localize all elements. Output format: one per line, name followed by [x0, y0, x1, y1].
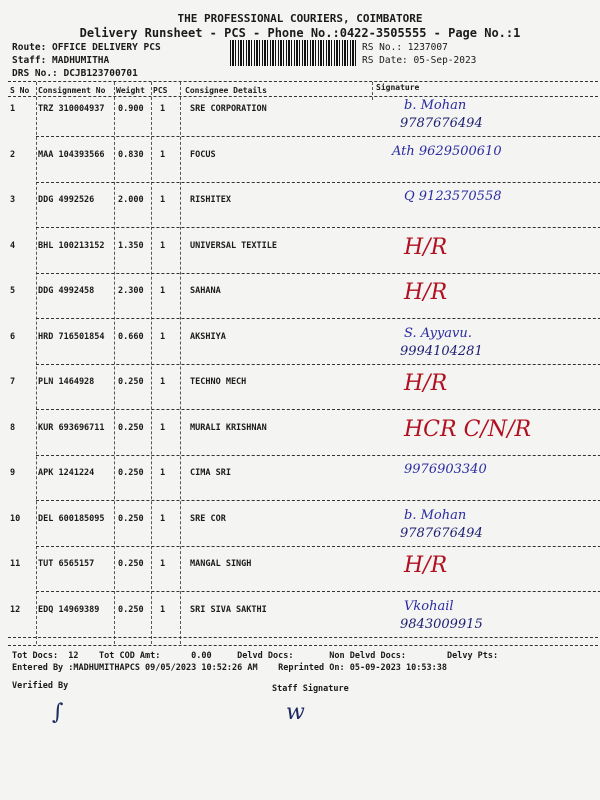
row-divider — [36, 500, 600, 501]
row-signature-phone: 9843009915 — [400, 617, 483, 632]
row-consignee: RISHITEX — [190, 195, 231, 205]
row-sno: 9 — [10, 468, 16, 478]
row-signature-handwriting: H/R — [404, 235, 448, 260]
row-signature-phone: 9787676494 — [400, 526, 483, 541]
rs-date: RS Date: 05-Sep-2023 — [362, 55, 477, 66]
row-consignee: FOCUS — [190, 150, 216, 160]
col-divider — [372, 82, 373, 100]
row-sno: 5 — [10, 286, 16, 296]
row-divider — [36, 364, 600, 365]
staff-signature-scribble: w — [286, 700, 305, 725]
row-sno: 4 — [10, 241, 16, 251]
row-weight: 0.830 — [118, 150, 144, 160]
row-signature-handwriting: Q 9123570558 — [404, 189, 502, 204]
row-pcs: 1 — [160, 423, 166, 433]
row-divider — [36, 182, 600, 183]
row-pcs: 1 — [160, 605, 166, 615]
row-divider — [36, 409, 600, 410]
row-sno: 7 — [10, 377, 16, 387]
row-signature-handwriting: S. Ayyavu. — [404, 326, 472, 341]
row-divider — [36, 227, 600, 228]
barcode — [230, 40, 358, 66]
row-signature-handwriting: b. Mohan — [404, 98, 467, 113]
row-divider — [8, 637, 598, 638]
row-sno: 6 — [10, 332, 16, 342]
row-pcs: 1 — [160, 332, 166, 342]
row-weight: 2.300 — [118, 286, 144, 296]
runsheet-subtitle: Delivery Runsheet - PCS - Phone No.:0422-3505555 - Page No.:1 — [79, 26, 521, 40]
row-signature-handwriting: b. Mohan — [404, 508, 467, 523]
row-pcs: 1 — [160, 468, 166, 478]
row-consignee: UNIVERSAL TEXTILE — [190, 241, 277, 251]
row-divider — [36, 273, 600, 274]
row-divider — [36, 455, 600, 456]
col-divider — [114, 82, 115, 644]
row-weight: 0.250 — [118, 559, 144, 569]
row-pcs: 1 — [160, 286, 166, 296]
row-sno: 11 — [10, 559, 21, 569]
rs-number: RS No.: 1237007 — [362, 42, 448, 53]
row-signature-phone: 9787676494 — [400, 116, 483, 131]
row-signature-phone: 9994104281 — [400, 344, 483, 359]
entered-by-line: Entered By :MADHUMITHAPCS 09/05/2023 10:52:26 AM Reprinted On: 05-09-2023 10:53:38 — [12, 663, 447, 673]
company-title: THE PROFESSIONAL COURIERS, COIMBATORE — [177, 12, 423, 25]
row-consignee: CIMA SRI — [190, 468, 231, 478]
verified-by-label: Verified By — [12, 681, 69, 691]
row-signature-handwriting: Vkohail — [404, 599, 454, 614]
row-weight: 0.660 — [118, 332, 144, 342]
row-pcs: 1 — [160, 559, 166, 569]
row-consignment-no: HRD 716501854 — [38, 332, 105, 342]
row-sno: 8 — [10, 423, 16, 433]
row-signature-handwriting: H/R — [404, 371, 448, 396]
row-weight: 0.250 — [118, 514, 144, 524]
row-sno: 1 — [10, 104, 16, 114]
col-pcs: PCS — [153, 86, 168, 95]
row-consignment-no: PLN 1464928 — [38, 377, 95, 387]
row-signature-handwriting: H/R — [404, 553, 448, 578]
col-divider — [180, 82, 181, 644]
row-weight: 0.250 — [118, 423, 144, 433]
row-pcs: 1 — [160, 514, 166, 524]
row-consignment-no: BHL 100213152 — [38, 241, 105, 251]
col-weight: Weight — [116, 86, 145, 95]
col-signature: Signature — [376, 83, 420, 92]
row-consignment-no: KUR 693696711 — [38, 423, 105, 433]
staff-label: Staff: MADHUMITHA — [12, 55, 110, 66]
row-weight: 0.250 — [118, 605, 144, 615]
col-consignee: Consignee Details — [185, 86, 267, 95]
row-consignment-no: TRZ 310004937 — [38, 104, 105, 114]
row-consignee: SAHANA — [190, 286, 221, 296]
row-consignee: TECHNO MECH — [190, 377, 247, 387]
route-label: Route: OFFICE DELIVERY PCS — [12, 42, 161, 53]
row-signature-handwriting: HCR C/N/R — [404, 417, 532, 442]
row-pcs: 1 — [160, 150, 166, 160]
row-sno: 3 — [10, 195, 16, 205]
header-divider-bottom — [8, 96, 598, 97]
row-consignment-no: DEL 600185095 — [38, 514, 105, 524]
row-signature-handwriting: H/R — [404, 280, 448, 305]
row-sno: 12 — [10, 605, 21, 615]
row-consignee: MANGAL SINGH — [190, 559, 252, 569]
row-signature-handwriting: Ath 9629500610 — [392, 144, 502, 159]
row-consignee: AKSHIYA — [190, 332, 226, 342]
col-divider — [36, 82, 37, 644]
row-weight: 0.250 — [118, 468, 144, 478]
table-bottom-divider — [8, 645, 598, 646]
staff-signature-label: Staff Signature — [272, 684, 349, 694]
row-divider — [36, 136, 600, 137]
row-pcs: 1 — [160, 104, 166, 114]
row-consignment-no: MAA 104393566 — [38, 150, 105, 160]
row-weight: 0.900 — [118, 104, 144, 114]
row-consignee: MURALI KRISHNAN — [190, 423, 267, 433]
row-signature-handwriting: 9976903340 — [404, 462, 487, 477]
row-pcs: 1 — [160, 195, 166, 205]
row-consignment-no: EDQ 14969389 — [38, 605, 100, 615]
row-consignment-no: DDG 4992526 — [38, 195, 95, 205]
row-sno: 2 — [10, 150, 16, 160]
row-divider — [36, 591, 600, 592]
verifier-signature-scribble: ∫ — [52, 700, 64, 725]
header-divider-top — [8, 81, 598, 82]
col-divider — [151, 82, 152, 644]
row-consignee: SRE COR — [190, 514, 226, 524]
row-consignment-no: TUT 6565157 — [38, 559, 95, 569]
col-sno: S No — [10, 86, 30, 95]
row-pcs: 1 — [160, 377, 166, 387]
row-sno: 10 — [10, 514, 21, 524]
drs-label: DRS No.: DCJB123700701 — [12, 68, 138, 79]
col-consignment: Consignment No — [38, 86, 106, 95]
row-consignee: SRI SIVA SAKTHI — [190, 605, 267, 615]
row-weight: 2.000 — [118, 195, 144, 205]
row-consignee: SRE CORPORATION — [190, 104, 267, 114]
row-divider — [36, 318, 600, 319]
row-weight: 0.250 — [118, 377, 144, 387]
row-consignment-no: APK 1241224 — [38, 468, 95, 478]
row-weight: 1.350 — [118, 241, 144, 251]
row-consignment-no: DDG 4992458 — [38, 286, 95, 296]
totals-line: Tot Docs: 12 Tot COD Amt: 0.00 Delvd Docs: Non Delvd Docs: Delvy Pts: — [12, 651, 499, 661]
row-divider — [36, 546, 600, 547]
row-pcs: 1 — [160, 241, 166, 251]
